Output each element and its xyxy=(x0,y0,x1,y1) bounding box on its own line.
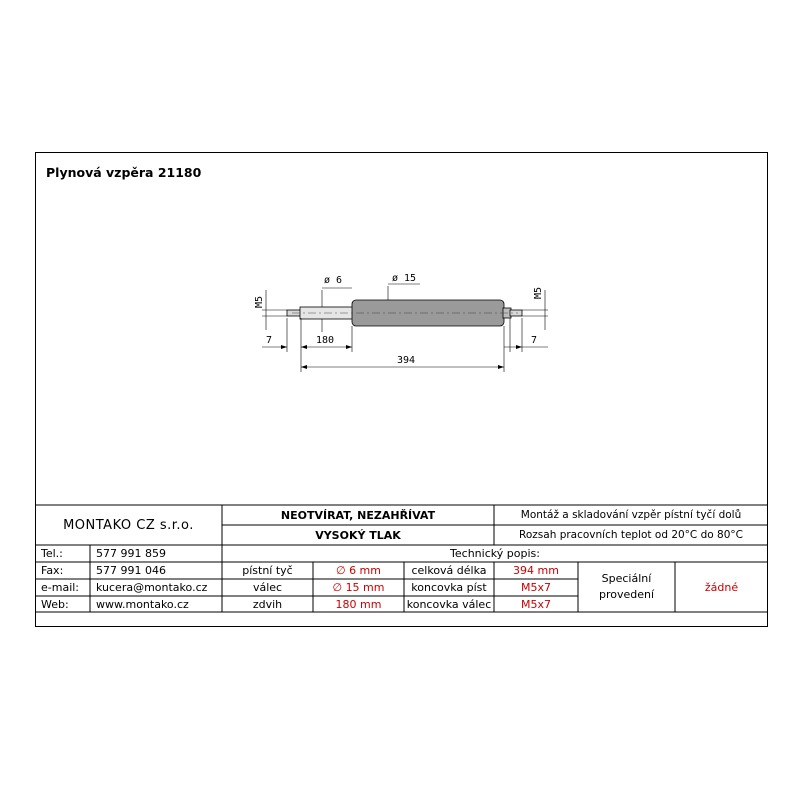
spec-label-rod: pístní tyč xyxy=(242,564,293,577)
right-end-length-label: 7 xyxy=(531,335,538,346)
m5-right-label: M5 xyxy=(533,286,544,300)
special-version-value: žádné xyxy=(704,580,739,594)
company-name: MONTAKO CZ s.r.o. xyxy=(63,517,194,533)
contact-value-fax: 577 991 046 xyxy=(96,564,166,577)
spec-value-rod: ∅ 6 mm xyxy=(335,564,381,577)
spec-value-stroke: 180 mm xyxy=(335,597,382,611)
cylinder-diameter-label: ø 15 xyxy=(392,273,417,284)
rod-diameter-label: ø 6 xyxy=(324,275,343,286)
note-temperature: Rozsah pracovních teplot od 20°C do 80°C xyxy=(519,529,743,541)
drawing-title: Plynová vzpěra 21180 xyxy=(46,165,202,180)
note-mounting: Montáž a skladování vzpěr pístní tyčí dolů xyxy=(520,509,742,521)
spec-label-stroke: zdvih xyxy=(252,597,283,611)
warning-line-2: VYSOKÝ TLAK xyxy=(315,528,401,542)
total-length-label: 394 xyxy=(397,355,416,366)
spec-label-cylinder: válec xyxy=(252,581,283,594)
stroke-length-label: 180 xyxy=(316,335,335,346)
contact-label-email: e-mail: xyxy=(41,581,80,594)
spec-value-piston-end: M5x7 xyxy=(521,581,551,594)
tech-description-header: Technický popis: xyxy=(450,547,540,560)
spec-label-cylinder-end: koncovka válec xyxy=(406,597,492,611)
spec-value-cylinder: ∅ 15 mm xyxy=(332,581,385,594)
contact-value-tel: 577 991 859 xyxy=(96,547,166,560)
contact-value-email[interactable]: kucera@montako.cz xyxy=(96,581,208,594)
left-end-length-label: 7 xyxy=(266,335,273,346)
contact-label-web: Web: xyxy=(41,597,69,611)
spec-value-length: 394 mm xyxy=(513,564,559,577)
spec-label-piston-end: koncovka píst xyxy=(411,581,487,594)
spec-label-length: celková délka xyxy=(411,564,487,577)
m5-left-label: M5 xyxy=(254,295,265,309)
contact-value-web[interactable]: www.montako.cz xyxy=(96,597,189,611)
contact-label-fax: Fax: xyxy=(41,564,64,577)
title-block xyxy=(35,505,768,627)
warning-line-1: NEOTVÍRAT, NEZAHŘÍVAT xyxy=(280,508,436,522)
spec-value-cylinder-end: M5x7 xyxy=(521,597,551,611)
contact-label-tel: Tel.: xyxy=(41,547,63,560)
special-version-label: Speciální provedení xyxy=(598,572,655,601)
